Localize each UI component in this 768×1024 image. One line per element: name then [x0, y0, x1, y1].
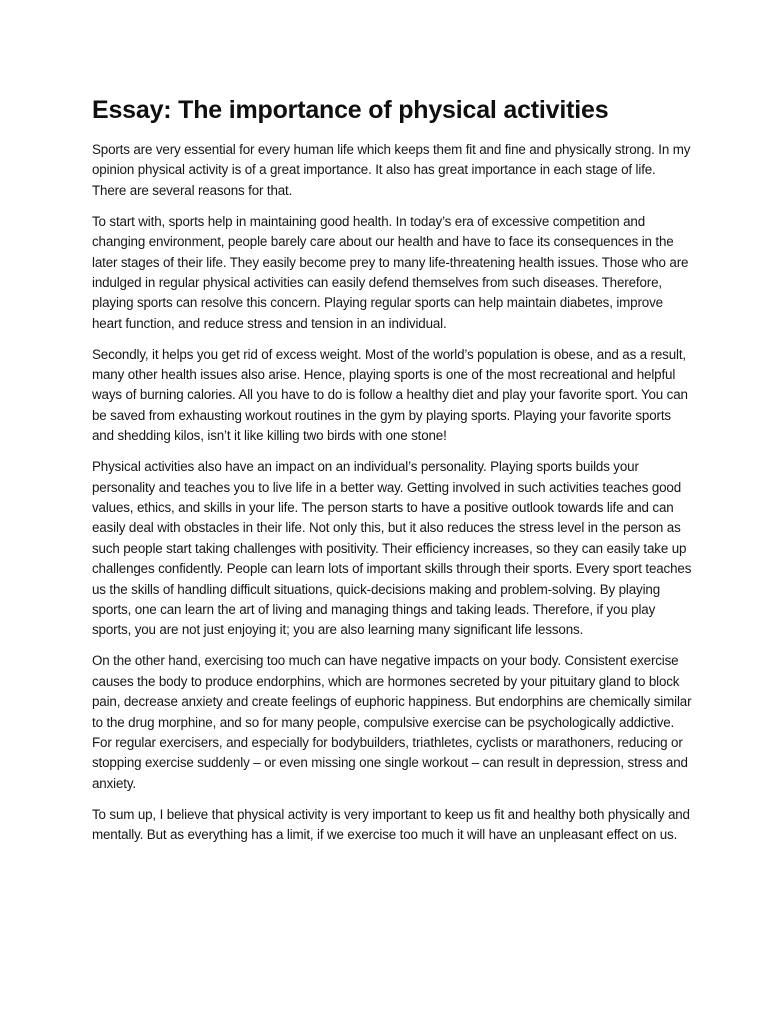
- paragraph-intro: Sports are very essential for every human life which keeps them fit and fine and physically strong. In my opinion physical activity is of a great importance. It also has great importance in each stage of life. There are several reasons for that.: [92, 142, 691, 198]
- paragraph-personality: Physical activities also have an impact on an individual’s personality. Playing sports builds your personality and teaches you to live life in a better way. Getting involved in such activities teaches good values, ethics, and skills in your life. The person starts to have a positive outlook towards life and can easily deal with obstacles in their life. Not only this, but it also reduces the stress level in the person as such people start taking challenges with positivity. Their efficiency increases, so they can easily take up challenges confidently. People can learn lots of important skills through their sports. Every sport teaches us the skills of handling difficult situations, quick-decisions making and problem-solving. By playing sports, one can learn the art of living and managing things and taking leads. Therefore, if you play sports, you are not just enjoying it; you are also learning many significant life lessons.: [92, 459, 692, 638]
- paragraph-weight: Secondly, it helps you get rid of excess weight. Most of the world’s population is obese, and as a result, many other health issues also arise. Hence, playing sports is one of the most recreational and helpful ways of burning calories. All you have to do is follow a healthy diet and play your favorite sport. You can be saved from exhausting workout routines in the gym by playing sports. Playing your favorite sports and shedding kilos, isn’t it like killing two birds with one stone!: [92, 346, 688, 444]
- paragraph-conclusion: To sum up, I believe that physical activity is very important to keep us fit and healthy both physically and mentally. But as everything has a limit, if we exercise too much it will have an unpleasant effect on us.: [92, 806, 690, 843]
- paragraph-negative-impacts: On the other hand, exercising too much can have negative impacts on your body. Consistent exercise causes the body to produce endorphins, which are hormones secreted by your pituitary gland to block pain, decrease anxiety and create feelings of euphoric happiness. But endorphins are chemically similar to the drug morphine, and so for many people, compulsive exercise can be psychologically addictive. For regular exercisers, and especially for bodybuilders, triathletes, cyclists or marathoners, reducing or stopping exercise suddenly – or even missing one single workout – can result in depression, stress and anxiety.: [92, 653, 692, 791]
- paragraph-health: To start with, sports help in maintaining good health. In today’s era of excessive competition and changing environment, people barely care about our health and have to face its consequences in the later stages of their life. They easily become prey to many life-threatening health issues. Those who are indulged in regular physical activities can easily defend themselves from such diseases. Therefore, playing sports can resolve this concern. Playing regular sports can help maintain diabetes, improve heart function, and reduce stress and tension in an individual.: [92, 213, 689, 331]
- essay-title: Essay: The importance of physical activities: [92, 96, 609, 124]
